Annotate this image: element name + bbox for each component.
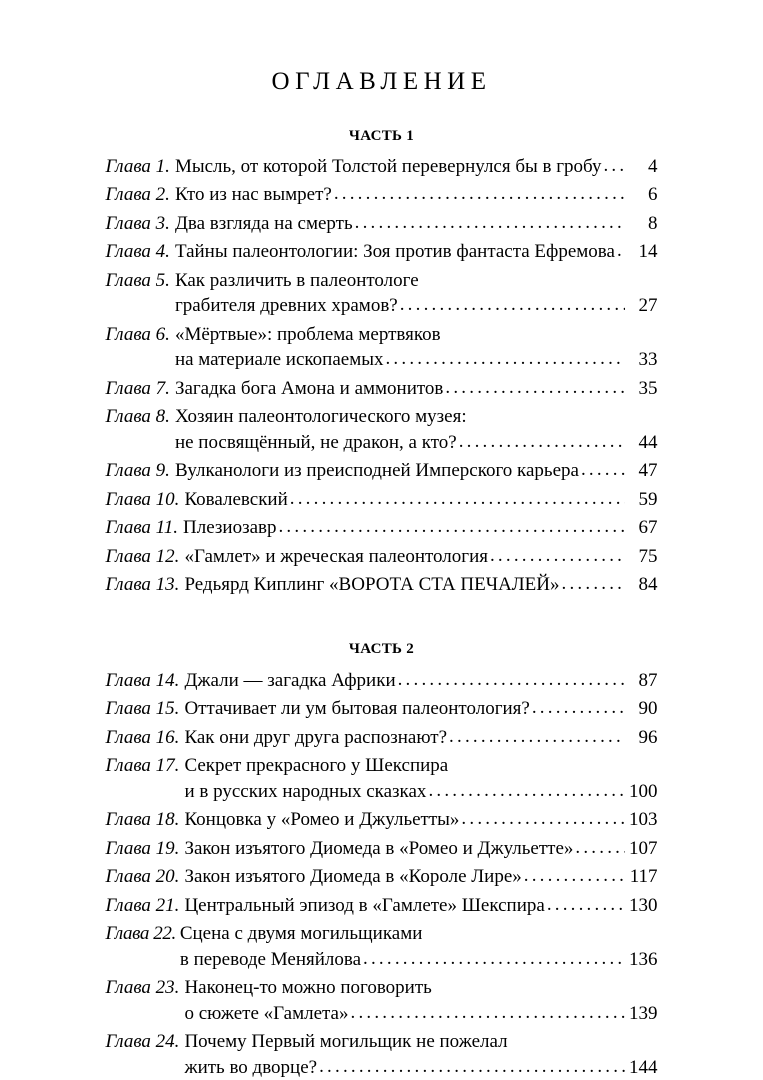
chapter-label: Глава 9. — [105, 460, 170, 481]
dot-leader — [581, 457, 625, 483]
chapter-title: «Гамлет» и жреческая палеонтология — [184, 545, 488, 567]
chapter-title: Тайны палеонтологии: Зоя против фантаста Ефремова — [174, 241, 615, 262]
chapter-title: Редьярд Киплинг «ВОРОТА СТА ПЕЧАЛЕЙ» — [184, 574, 560, 595]
dot-leader — [562, 571, 625, 597]
toc-entry-line — [106, 458, 658, 484]
toc-entry[interactable] — [106, 864, 658, 890]
toc-entry-line — [106, 975, 658, 1001]
chapter-title: Наконец-то можно поговорить — [184, 977, 432, 998]
chapter-title: Загадка бога Амона и аммонитов — [174, 377, 444, 399]
chapter-title: в переводе Меняйлова — [179, 948, 362, 970]
chapter-label: Глава 17. — [105, 755, 180, 776]
chapter-label: Глава 11. — [105, 517, 179, 538]
part-header-1: ЧАСТЬ 1 — [348, 127, 415, 144]
chapter-label: Глава 24. — [105, 1031, 180, 1052]
page-number: 67 — [638, 517, 658, 538]
toc-entry-line — [106, 696, 658, 722]
chapter-title: Закон изъятого Диомеда в «Ромео и Джульетте» — [184, 837, 574, 859]
page-number: 6 — [648, 184, 658, 205]
page-number: 139 — [629, 1002, 658, 1024]
toc-entry-continuation-line — [106, 293, 658, 319]
page-number: 59 — [638, 488, 658, 510]
toc-entry-continuation-line — [106, 947, 658, 973]
toc-entries-part-1 — [106, 154, 658, 598]
page-number: 100 — [629, 780, 658, 802]
chapter-label: Глава 21. — [105, 894, 180, 916]
toc-entry[interactable] — [106, 807, 658, 833]
page-number: 87 — [638, 669, 658, 691]
page-number: 103 — [629, 809, 658, 830]
dot-leader — [575, 835, 624, 861]
toc-entry[interactable] — [106, 975, 658, 1026]
page-number: 4 — [648, 155, 658, 177]
chapter-label: Глава 3. — [105, 212, 170, 234]
page-number: 8 — [648, 212, 658, 234]
page-number: 117 — [629, 866, 658, 887]
toc-entry-line — [106, 807, 658, 833]
toc-entry[interactable] — [106, 893, 658, 919]
toc-entry[interactable] — [106, 668, 658, 694]
dot-leader — [428, 778, 624, 804]
toc-entry-line — [106, 1029, 658, 1055]
chapter-title: Хозяин палеонтологического музея: — [174, 406, 467, 427]
part-header-2: ЧАСТЬ 2 — [348, 640, 415, 657]
toc-entry[interactable] — [106, 458, 658, 484]
chapter-label: Глава 4. — [105, 241, 170, 262]
dot-leader — [351, 1000, 625, 1026]
toc-entry-line — [106, 376, 658, 402]
toc-entry[interactable] — [106, 154, 658, 180]
toc-entry-line — [106, 154, 658, 180]
chapter-label: Глава 14. — [105, 669, 180, 691]
chapter-label: Глава 16. — [105, 726, 180, 748]
page-number: 47 — [638, 460, 658, 481]
chapter-title: Мысль, от которой Толстой перевернулся бы в гробу — [174, 155, 602, 177]
toc-entry-line — [106, 239, 658, 265]
toc-entry[interactable] — [106, 268, 658, 319]
chapter-label: Глава 19. — [105, 837, 180, 859]
page-number: 33 — [638, 349, 658, 370]
toc-entry[interactable] — [106, 239, 658, 265]
toc-entry-continuation-line — [106, 347, 658, 373]
chapter-title: Плезиозавр — [183, 517, 277, 538]
toc-entry[interactable] — [106, 836, 658, 862]
dot-leader — [603, 153, 624, 179]
toc-entry[interactable] — [106, 1029, 658, 1080]
toc-entry-line — [106, 836, 658, 862]
dot-leader — [547, 892, 625, 918]
toc-entry-line — [106, 182, 658, 208]
toc-entry-continuation-line — [106, 1001, 658, 1027]
dot-leader — [449, 724, 624, 750]
chapter-label: Глава 5. — [105, 269, 170, 291]
page-number: 107 — [629, 837, 658, 859]
toc-entry[interactable] — [106, 921, 658, 972]
chapter-label: Глава 1. — [105, 155, 170, 177]
chapter-label: Глава 2. — [105, 184, 170, 205]
chapter-title: Секрет прекрасного у Шекспира — [184, 755, 449, 776]
dot-leader — [617, 238, 625, 264]
dot-leader — [398, 667, 625, 693]
toc-entry[interactable] — [106, 211, 658, 237]
chapter-title: Вулканологи из преисподней Имперского карьера — [174, 460, 579, 481]
toc-entry-continuation-line — [106, 1055, 658, 1080]
toc-entry-line — [106, 515, 658, 541]
toc-entry-line — [106, 893, 658, 919]
toc-entry-line — [106, 864, 658, 890]
toc-entry[interactable] — [106, 487, 658, 513]
toc-entry-line — [106, 725, 658, 751]
page-number: 27 — [638, 295, 658, 316]
chapter-title: Центральный эпизод в «Гамлете» Шекспира — [184, 894, 545, 916]
chapter-title: Два взгляда на смерть — [174, 212, 353, 234]
toc-entry-line — [106, 753, 658, 779]
chapter-label: Глава 6. — [105, 323, 170, 345]
toc-entry-continuation-line — [106, 779, 658, 805]
toc-entry[interactable] — [106, 725, 658, 751]
toc-entry[interactable] — [106, 544, 658, 570]
chapter-title: Сцена с двумя могильщиками — [179, 923, 423, 944]
page-number: 84 — [638, 574, 658, 595]
page-number: 130 — [629, 894, 658, 916]
page-number: 14 — [638, 241, 658, 262]
chapter-title: Ковалевский — [184, 488, 288, 510]
chapter-label: Глава 23. — [105, 977, 180, 998]
toc-entry-line — [106, 921, 658, 947]
toc-entries-part-2 — [106, 668, 658, 1080]
toc-entry-line — [106, 572, 658, 598]
dot-leader — [532, 695, 625, 721]
dot-leader — [400, 292, 625, 318]
chapter-title: Почему Первый могильщик не пожелал — [184, 1031, 508, 1052]
toc-entry-line — [106, 668, 658, 694]
toc-entry[interactable] — [106, 515, 658, 541]
dot-leader — [363, 946, 624, 972]
chapter-title: не посвящённый, не дракон, а кто? — [174, 431, 457, 453]
page-title: ОГЛАВЛЕНИЕ — [271, 68, 492, 95]
page-number: 144 — [629, 1056, 658, 1078]
chapter-label: Глава 20. — [105, 866, 180, 887]
toc-entry[interactable] — [106, 376, 658, 402]
dot-leader — [461, 806, 624, 832]
dot-leader — [524, 863, 625, 889]
toc-entry[interactable] — [106, 322, 658, 373]
dot-leader — [385, 346, 624, 372]
chapter-title: Оттачивает ли ум бытовая палеонтология? — [184, 698, 530, 719]
chapter-title: и в русских народных сказках — [184, 780, 427, 802]
chapter-title: на материале ископаемых — [174, 349, 384, 370]
toc-entry-line — [106, 487, 658, 513]
dot-leader — [278, 514, 624, 540]
chapter-title: Как различить в палеонтологе — [174, 269, 419, 291]
toc-body — [106, 96, 658, 1080]
chapter-label: Глава 10. — [105, 488, 180, 510]
chapter-label: Глава 18. — [105, 809, 180, 830]
toc-entry-line — [106, 211, 658, 237]
chapter-title: жить во дворце? — [184, 1056, 318, 1078]
dot-leader — [355, 210, 625, 236]
toc-entry[interactable] — [106, 753, 658, 804]
chapter-label: Глава 13. — [105, 574, 180, 595]
page-number: 136 — [629, 948, 658, 970]
page-number: 90 — [638, 698, 658, 719]
toc-entry-line — [106, 268, 658, 294]
chapter-title: Кто из нас вымрет? — [174, 184, 332, 205]
toc-entry[interactable] — [106, 696, 658, 722]
chapter-label: Глава 15. — [105, 698, 180, 719]
toc-entry-line — [106, 404, 658, 430]
chapter-title: Закон изъятого Диомеда в «Короле Лире» — [184, 866, 522, 887]
toc-entry[interactable] — [106, 182, 658, 208]
chapter-title: Концовка у «Ромео и Джульетты» — [184, 809, 460, 830]
dot-leader — [319, 1054, 624, 1080]
chapter-title: о сюжете «Гамлета» — [184, 1002, 349, 1024]
page-number: 44 — [638, 431, 658, 453]
toc-entry[interactable] — [106, 404, 658, 455]
page-number: 96 — [638, 726, 658, 748]
toc-entry-continuation-line — [106, 430, 658, 456]
dot-leader — [459, 429, 625, 455]
chapter-title: Как они друг друга распознают? — [184, 726, 448, 748]
dot-leader — [290, 486, 625, 512]
chapter-title: «Мёртвые»: проблема мертвяков — [174, 323, 441, 345]
chapter-label: Глава 12. — [105, 545, 180, 567]
toc-entry[interactable] — [106, 572, 658, 598]
chapter-title: Джали — загадка Африки — [184, 669, 396, 691]
dot-leader — [490, 543, 625, 569]
chapter-label: Глава 22. — [105, 923, 176, 944]
toc-entry-line — [106, 544, 658, 570]
page-number: 35 — [638, 377, 658, 399]
dot-leader — [334, 181, 625, 207]
chapter-label: Глава 8. — [105, 406, 170, 427]
dot-leader — [445, 375, 624, 401]
toc-entry-line — [106, 322, 658, 348]
chapter-label: Глава 7. — [105, 377, 170, 399]
page-number: 75 — [638, 545, 658, 567]
chapter-title: грабителя древних храмов? — [174, 295, 398, 316]
